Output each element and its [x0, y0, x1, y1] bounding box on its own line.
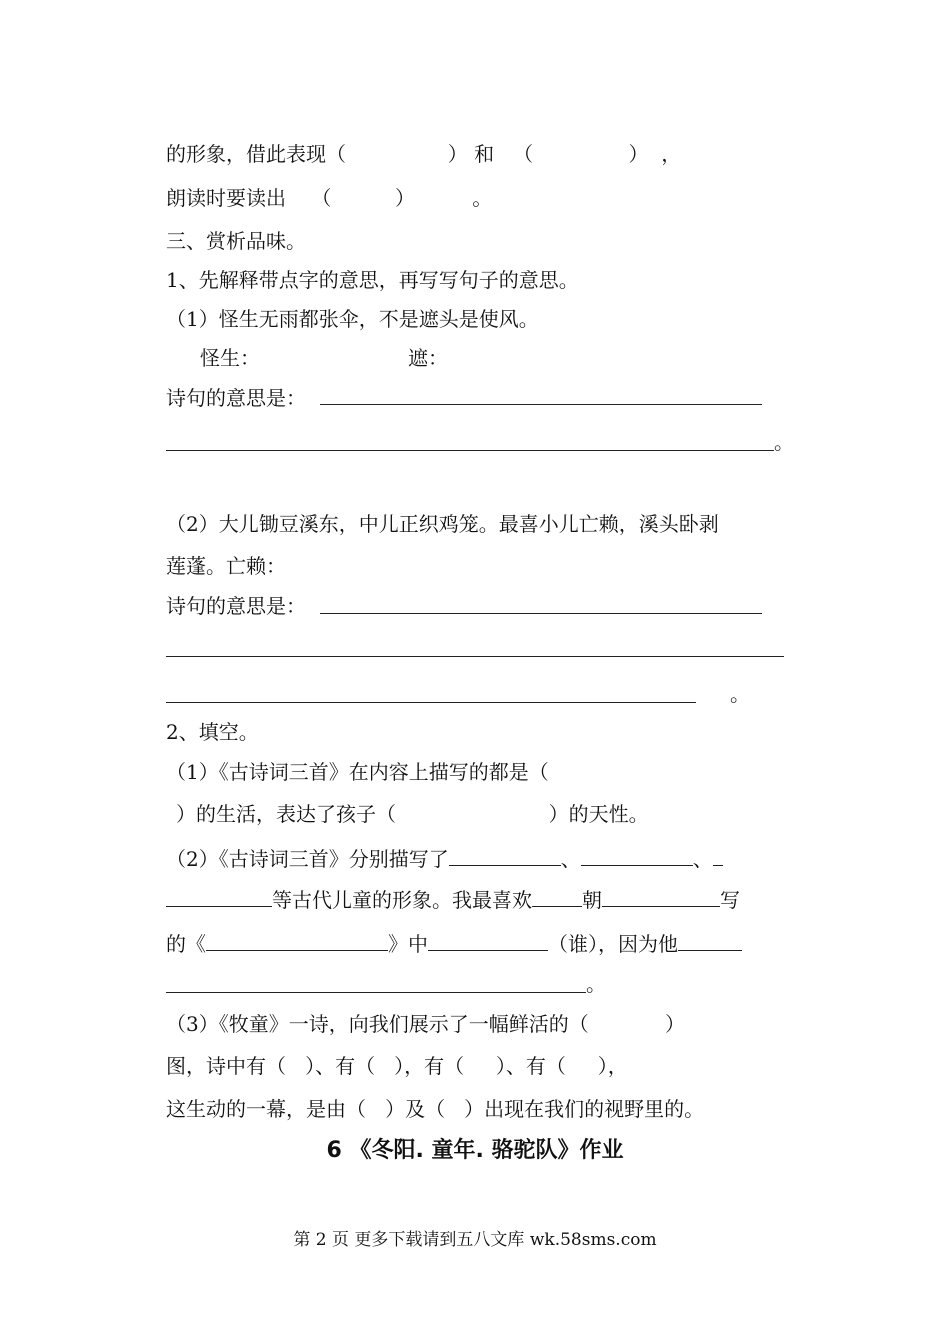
label-zhe: 遮：: [408, 346, 448, 370]
question-2-3: （3）《牧童》一诗，向我们展示了一幅鲜活的（ ）: [166, 1012, 686, 1036]
question-2-3-cont: 图，诗中有（ ）、有（ ），有（ ）、有（ ），: [166, 1054, 628, 1078]
line-2: 朗读时要读出 （ ） 。: [166, 186, 493, 210]
question-2-heading: 2、填空。: [166, 720, 259, 744]
period: 。: [774, 430, 794, 454]
blank: [206, 928, 388, 951]
text: 等古代儿童的形象。我最喜欢: [272, 888, 532, 912]
question-1-heading: 1、先解释带点字的意思，再写写句子的意思。: [166, 268, 579, 292]
text: 、: [692, 847, 713, 871]
text: 的《: [166, 932, 206, 956]
question-2-1: （1）《古诗词三首》在内容上描写的都是（: [166, 760, 549, 784]
period: 。: [730, 682, 750, 706]
question-2-2-cont2: [166, 928, 742, 958]
blank: [449, 843, 561, 866]
blank: [532, 884, 582, 907]
meaning-label-1: 诗句的意思是：: [166, 386, 306, 410]
text: （谁），因为他: [548, 932, 678, 956]
text: 朝: [582, 888, 602, 912]
line-1: 的形象，借此表现（ ） 和 （ ） ，: [166, 142, 682, 166]
label-guaisheng: 怪生：: [200, 346, 260, 370]
question-2-2: [166, 843, 723, 873]
answer-line: [166, 702, 696, 703]
blank: [678, 928, 742, 951]
text: （2）《古诗词三首》分别描写了: [166, 847, 449, 871]
meaning-label-2: 诗句的意思是：: [166, 594, 306, 618]
label-wanglai: 莲蓬。亡赖：: [166, 554, 286, 578]
question-2-1-cont: ）的生活，表达了孩子（ ）的天性。: [176, 802, 649, 826]
blank: [602, 884, 720, 907]
question-2-2-cont: [166, 884, 740, 914]
blank: [428, 928, 548, 951]
section-title: 6 《冬阳. 童年. 骆驼队》作业: [326, 1138, 624, 1163]
blank: [581, 843, 693, 866]
answer-line: [320, 613, 762, 614]
answer-line: [166, 992, 586, 993]
text: 、: [560, 847, 581, 871]
page-footer: 第 2 页 更多下载请到五八文库 wk.58sms.com: [293, 1230, 657, 1250]
text: 》中: [388, 932, 428, 956]
question-1-2: （2）大儿锄豆溪东，中儿正织鸡笼。最喜小儿亡赖，溪头卧剥: [166, 512, 719, 536]
text: 写: [720, 888, 740, 912]
answer-line: [320, 404, 762, 405]
blank: [713, 843, 723, 866]
period: 。: [586, 972, 606, 996]
answer-line: [166, 656, 784, 657]
answer-line: [166, 450, 774, 451]
question-2-3-cont2: 这生动的一幕，是由（ ）及（ ）出现在我们的视野里的。: [166, 1097, 705, 1121]
blank: [166, 884, 272, 907]
question-1-1: （1）怪生无雨都张伞，不是遮头是使风。: [166, 307, 539, 331]
section-heading-3: 三、赏析品味。: [166, 229, 306, 253]
